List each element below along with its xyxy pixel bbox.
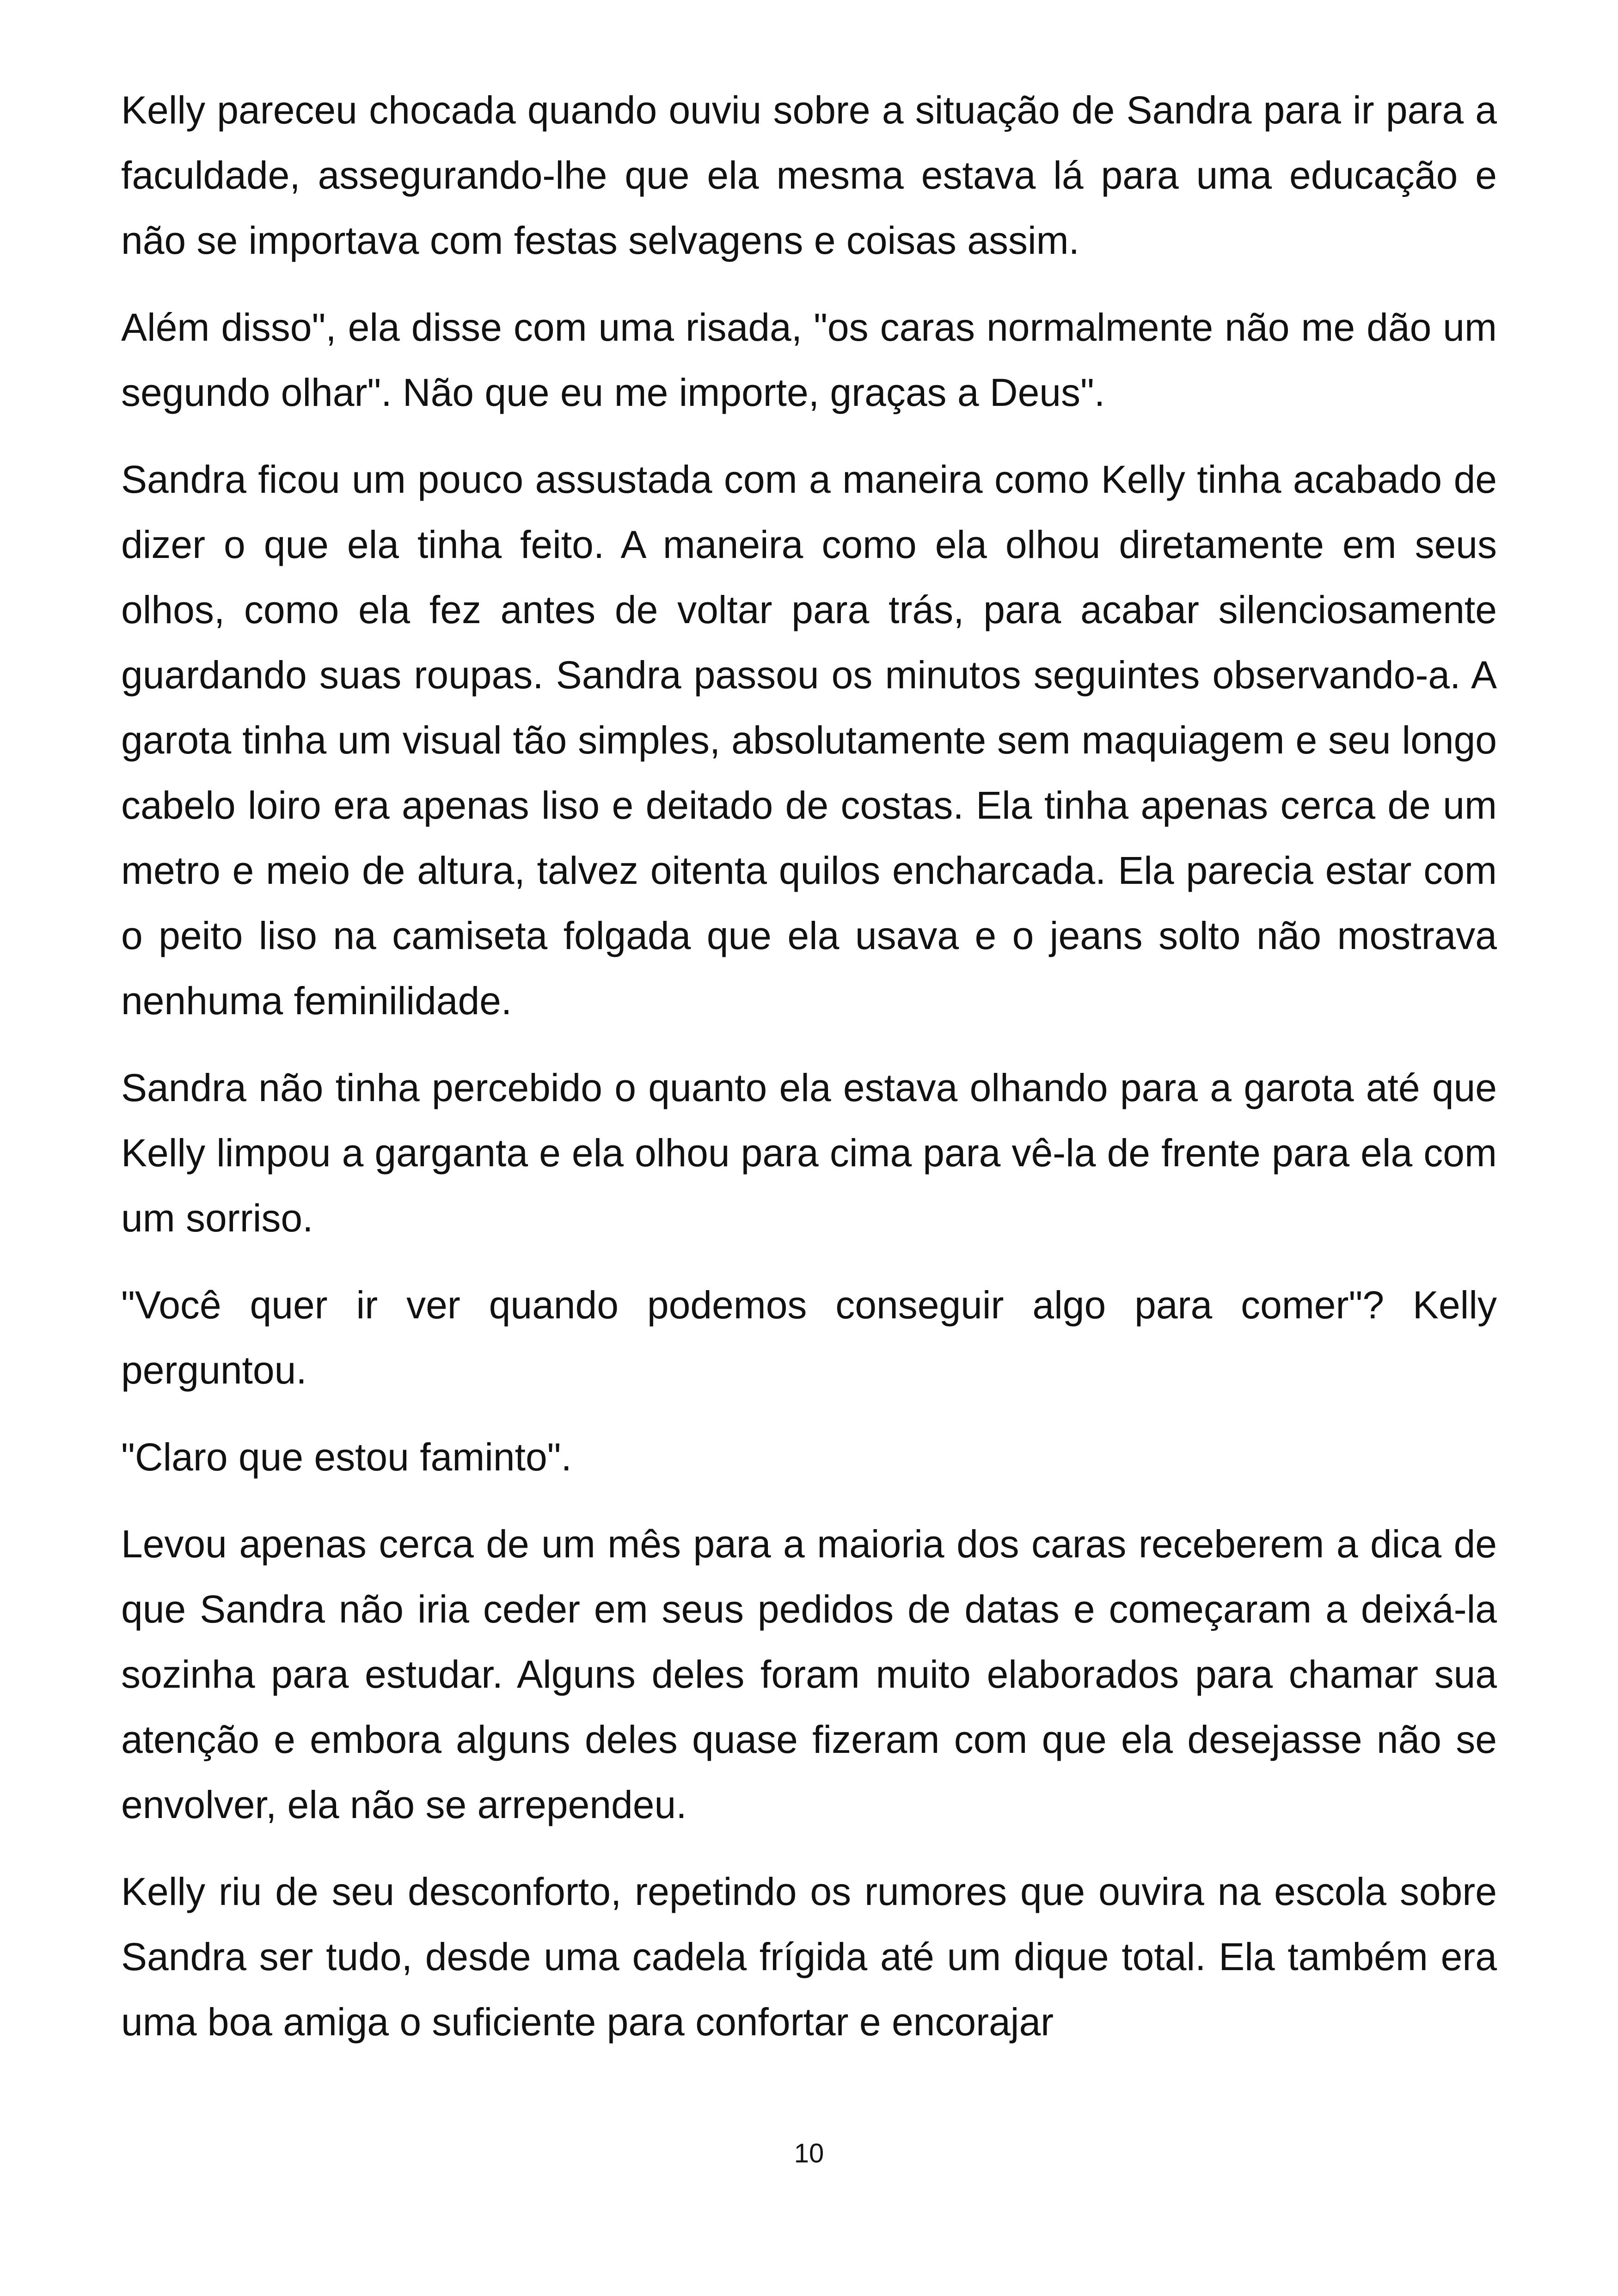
- paragraph-6: "Claro que estou faminto".: [121, 1435, 572, 1479]
- paragraph-5: "Você quer ir ver quando podemos conseguir algo para comer"? Kelly perguntou.: [121, 1283, 1497, 1392]
- paragraph-3: Sandra ficou um pouco assustada com a maneira como Kelly tinha acabado de dizer o que ela tinha feito. A maneira como ela olhou diretamente em seus olhos, como ela fez antes de voltar para trás, para acabar silenciosamente guardando suas roupas. Sandra passou os minutos seguintes observando-a. A garota tinha um visual tão simples, absolutamente sem maquiagem e seu longo cabelo loiro era apenas liso e deitado de costas. Ela tinha apenas cerca de um metro e meio de altura, talvez oitenta quilos encharcada. Ela parecia estar com o peito liso na camiseta folgada que ela usava e o jeans solto não mostrava nenhuma feminilidade.: [121, 458, 1497, 1022]
- paragraph-2: Além disso", ela disse com uma risada, "os caras normalmente não me dão um segundo olhar". Não que eu me importe, graças a Deus".: [121, 306, 1497, 414]
- paragraph-8: Kelly riu de seu desconforto, repetindo os rumores que ouvira na escola sobre Sandra ser tudo, desde uma cadela frígida até um dique total. Ela também era uma boa amiga o suficiente para confortar e encorajar: [121, 1870, 1497, 2044]
- paragraph-4: Sandra não tinha percebido o quanto ela estava olhando para a garota até que Kelly limpou a garganta e ela olhou para cima para vê-la de frente para ela com um sorriso.: [121, 1066, 1497, 1240]
- paragraph-1: Kelly pareceu chocada quando ouviu sobre a situação de Sandra para ir para a faculdade, assegurando-lhe que ela mesma estava lá para uma educação e não se importava com festas selvagens e coisas assim.: [121, 88, 1497, 262]
- page-number: 10: [794, 2138, 824, 2168]
- document-body: [121, 78, 1497, 2076]
- paragraph-7: Levou apenas cerca de um mês para a maioria dos caras receberem a dica de que Sandra não iria ceder em seus pedidos de datas e começaram a deixá-la sozinha para estudar. Alguns deles foram muito elaborados para chamar sua atenção e embora alguns deles quase fizeram com que ela desejasse não se envolver, ela não se arrependeu.: [121, 1522, 1497, 1826]
